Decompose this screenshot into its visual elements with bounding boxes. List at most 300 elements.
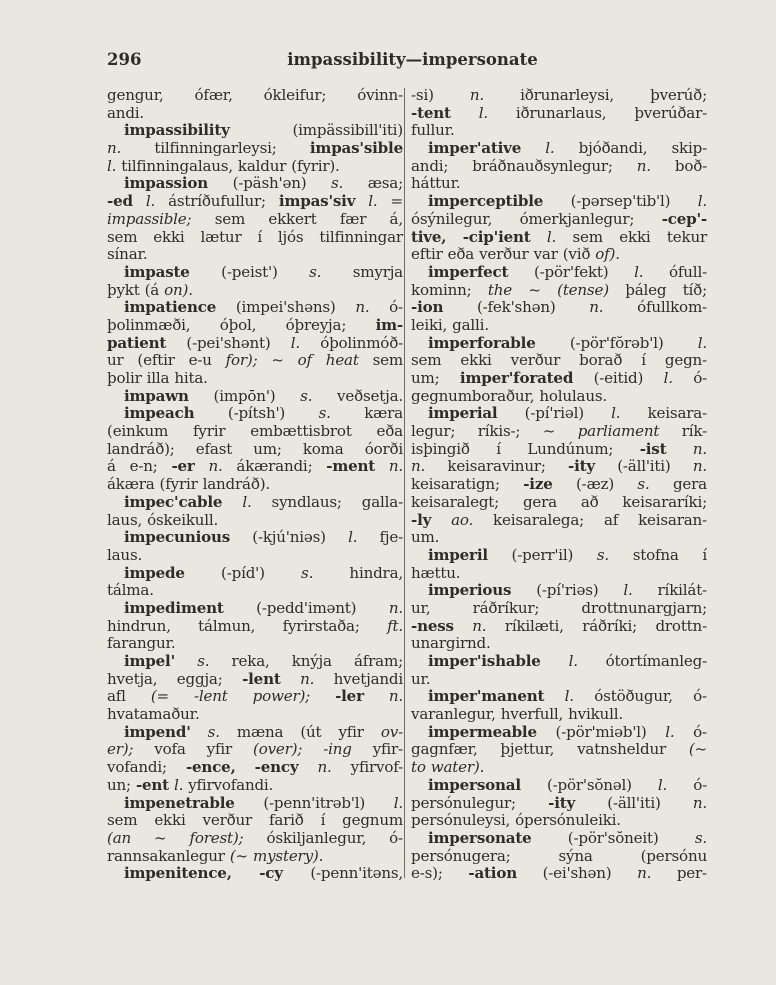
definition-text: gera xyxy=(672,475,707,494)
dictionary-line xyxy=(411,140,707,158)
definition-text: skip- xyxy=(671,139,707,158)
definition-text: ríkilát- xyxy=(657,581,707,600)
word xyxy=(291,158,339,176)
word xyxy=(107,229,137,247)
italic-text: n. xyxy=(692,793,707,812)
definition-text: tíð; xyxy=(682,280,707,299)
definition-text: óstöðugur, xyxy=(594,687,673,706)
word xyxy=(568,458,595,476)
dictionary-line xyxy=(411,264,707,282)
italic-text: l. xyxy=(242,492,252,511)
italic-text: n. xyxy=(589,298,604,317)
word xyxy=(107,87,164,105)
word xyxy=(634,105,707,123)
definition-text: (-perr'il) xyxy=(511,545,574,564)
definition-text: (-pör'fekt) xyxy=(533,262,609,281)
word xyxy=(411,741,478,759)
word xyxy=(137,352,174,370)
dictionary-line xyxy=(107,635,403,653)
word xyxy=(221,565,265,583)
definition-text: ópersónuleiki. xyxy=(515,811,621,830)
word xyxy=(121,158,233,176)
word xyxy=(124,565,185,583)
word xyxy=(411,671,430,689)
word xyxy=(411,317,447,335)
headword-text: -ment xyxy=(326,457,376,476)
definition-text: æsa; xyxy=(367,174,403,193)
definition-text: -si) xyxy=(411,86,434,104)
word xyxy=(107,441,175,459)
definition-text: (-pör'miəb'l) xyxy=(555,722,647,741)
headword-text: -cep'- xyxy=(661,209,707,228)
italic-text: l. xyxy=(665,722,675,741)
word xyxy=(154,812,185,830)
definition-text: var xyxy=(533,245,558,264)
word xyxy=(693,688,707,706)
word xyxy=(664,370,673,388)
word xyxy=(625,282,666,300)
word xyxy=(164,282,193,300)
italic-text: l. xyxy=(546,227,557,246)
dictionary-line xyxy=(107,759,403,777)
italic-text: -lent xyxy=(194,687,228,706)
definition-text: tekur xyxy=(666,227,707,246)
word xyxy=(154,830,166,848)
word xyxy=(523,494,557,512)
word xyxy=(536,582,598,600)
word xyxy=(447,458,545,476)
headword-text: impassibility xyxy=(124,121,230,140)
dictionary-line xyxy=(107,370,403,388)
word xyxy=(428,264,508,282)
dictionary-line xyxy=(107,211,403,229)
italic-text: n. xyxy=(388,598,403,617)
italic-text: l. xyxy=(634,262,644,281)
definition-text: keisaralega; xyxy=(493,510,585,529)
dictionary-line xyxy=(107,547,403,565)
word xyxy=(428,653,541,671)
word xyxy=(641,352,646,370)
italic-text: l. xyxy=(657,775,668,794)
italic-text: ~ xyxy=(154,828,167,847)
italic-text: n. xyxy=(692,439,707,458)
word xyxy=(381,724,403,742)
word xyxy=(543,423,555,441)
word xyxy=(300,724,321,742)
word xyxy=(452,317,489,335)
italic-text: ao. xyxy=(451,510,474,529)
word xyxy=(428,582,511,600)
word xyxy=(107,830,131,848)
word xyxy=(259,865,283,883)
word xyxy=(373,352,403,370)
italic-text: l. xyxy=(393,793,403,812)
word xyxy=(667,229,707,247)
word xyxy=(189,352,212,370)
definition-text: tilfinningalaus, xyxy=(121,156,233,175)
definition-text: hvikull. xyxy=(568,705,623,724)
word xyxy=(634,264,643,282)
word xyxy=(107,458,116,476)
definition-text: yfirvofandi. xyxy=(188,775,274,794)
definition-text: ó- xyxy=(693,687,707,706)
word xyxy=(428,777,521,795)
definition-text: yfir xyxy=(338,722,364,741)
definition-text: ó- xyxy=(693,722,707,741)
word xyxy=(683,282,707,300)
definition-text: ófull- xyxy=(669,262,707,281)
word xyxy=(124,724,191,742)
definition-text: (einkum xyxy=(107,422,169,441)
word xyxy=(334,671,403,689)
word xyxy=(186,335,270,353)
definition-text: hindra, xyxy=(349,563,403,582)
italic-text: l. xyxy=(697,333,707,352)
word xyxy=(214,388,276,406)
word xyxy=(230,848,248,866)
definition-text: veðsetja. xyxy=(337,386,403,405)
definition-text: (-ei'shən) xyxy=(542,864,612,883)
definition-text: (impässibill'iti) xyxy=(292,121,403,140)
word xyxy=(539,388,607,406)
dictionary-line xyxy=(411,848,707,866)
headword-text: -ist xyxy=(639,439,667,458)
definition-text: unargirnd. xyxy=(411,634,491,653)
definition-text: eftir xyxy=(411,245,443,264)
word xyxy=(364,405,403,423)
word xyxy=(460,370,573,388)
word xyxy=(107,158,116,176)
word xyxy=(581,494,599,512)
page-number: 296 xyxy=(107,50,142,69)
word xyxy=(174,777,183,795)
dictionary-line xyxy=(411,87,707,105)
word xyxy=(124,494,222,512)
word xyxy=(527,441,613,459)
word xyxy=(221,264,277,282)
word xyxy=(488,282,512,300)
word xyxy=(228,405,285,423)
definition-text: persónuleysi, xyxy=(411,811,511,830)
italic-text: er); xyxy=(107,740,134,759)
word xyxy=(389,600,403,618)
definition-text: háttur. xyxy=(411,174,461,193)
word xyxy=(389,688,403,706)
definition-text: á xyxy=(107,457,116,476)
definition-text: gegn- xyxy=(664,351,707,370)
definition-text: Lundúnum; xyxy=(527,439,614,458)
definition-text: (-pör'fŏrəb'l) xyxy=(569,333,664,352)
word xyxy=(348,529,357,547)
word xyxy=(579,352,622,370)
word xyxy=(107,140,121,158)
word xyxy=(107,741,133,759)
word xyxy=(238,158,286,176)
word xyxy=(573,229,603,247)
definition-text: per- xyxy=(676,864,707,883)
italic-text: l. xyxy=(368,192,378,211)
definition-text: kæra xyxy=(364,404,403,423)
definition-text: áfram; xyxy=(353,652,403,670)
definition-text: holulaus. xyxy=(539,386,607,405)
word xyxy=(337,388,403,406)
definition-text: gegnumboraður, xyxy=(411,386,535,405)
definition-text: ríkis-; xyxy=(477,422,521,441)
dictionary-line xyxy=(411,653,707,671)
word xyxy=(556,724,647,742)
word xyxy=(693,724,707,742)
definition-text: (-fek'shən) xyxy=(476,298,556,317)
word xyxy=(232,653,270,671)
word xyxy=(107,352,124,370)
headword-text: tive, xyxy=(411,227,447,246)
definition-text: laus. xyxy=(107,545,143,564)
word xyxy=(607,795,660,813)
definition-text: keisararíki; xyxy=(622,492,707,511)
word xyxy=(501,706,563,724)
word xyxy=(291,335,300,353)
dictionary-line xyxy=(107,671,403,689)
dictionary-line xyxy=(411,795,707,813)
definition-text: bjóðandi, xyxy=(578,139,648,158)
word xyxy=(637,158,651,176)
italic-text: n. xyxy=(411,457,426,476)
word xyxy=(124,175,208,193)
italic-text: l. xyxy=(564,687,574,706)
definition-text: sem xyxy=(372,351,403,370)
word xyxy=(411,458,425,476)
word xyxy=(568,706,623,724)
definition-text: leiki, xyxy=(411,315,448,334)
word xyxy=(253,848,323,866)
word xyxy=(266,830,366,848)
definition-text: eða xyxy=(376,422,403,441)
definition-text: tálmun, xyxy=(198,616,256,635)
definition-text: keisaran- xyxy=(638,510,707,529)
definition-text: ekki xyxy=(619,227,651,246)
word xyxy=(215,211,245,229)
word xyxy=(451,512,473,530)
dictionary-line xyxy=(411,193,707,211)
italic-text: for); xyxy=(225,351,258,370)
word xyxy=(310,865,403,883)
word xyxy=(411,246,443,264)
dictionary-line xyxy=(107,441,403,459)
word xyxy=(177,671,223,689)
word xyxy=(637,865,651,883)
word xyxy=(107,512,142,530)
headword-text: -ation xyxy=(468,864,517,883)
word xyxy=(373,741,403,759)
word xyxy=(354,653,403,671)
word xyxy=(242,494,251,512)
headword-text: -ly xyxy=(411,510,432,529)
definition-text: (-penn'itəns, xyxy=(310,864,403,883)
word xyxy=(208,724,220,742)
italic-text: ov- xyxy=(380,722,403,741)
definition-text: hita. xyxy=(174,369,208,387)
word xyxy=(516,105,606,123)
definition-text: verður xyxy=(510,351,561,370)
italic-text: n. xyxy=(469,86,485,104)
definition-text: ríkilæti, xyxy=(504,616,564,635)
italic-text: impassible; xyxy=(107,209,192,228)
headword-text: imperceptible xyxy=(428,192,544,211)
italic-text: (~ xyxy=(229,846,248,865)
italic-text: s. xyxy=(207,722,220,741)
headword-text: imper'forated xyxy=(459,369,574,387)
word xyxy=(357,87,403,105)
word xyxy=(233,175,307,193)
definition-text: óvinn- xyxy=(357,86,403,104)
definition-text: af xyxy=(603,510,619,529)
italic-text: l. xyxy=(348,528,358,547)
definition-text: keisara- xyxy=(647,404,707,423)
definition-text: þolir xyxy=(107,369,142,387)
italic-text: n. xyxy=(388,457,403,476)
definition-text: vofa xyxy=(154,740,186,759)
headword-text: impede xyxy=(124,563,185,582)
definition-text: ó- xyxy=(389,828,403,847)
word xyxy=(594,688,673,706)
word xyxy=(428,547,488,565)
word xyxy=(640,441,667,459)
word xyxy=(411,706,496,724)
dictionary-line xyxy=(107,476,403,494)
word xyxy=(351,759,403,777)
definition-text: sem xyxy=(214,209,246,228)
italic-text: s. xyxy=(197,652,210,670)
word xyxy=(411,175,461,193)
word xyxy=(326,352,359,370)
definition-text: (-píd') xyxy=(221,563,265,582)
dictionary-line xyxy=(107,229,403,247)
word xyxy=(107,706,200,724)
word xyxy=(496,441,501,459)
dictionary-line xyxy=(107,812,403,830)
word xyxy=(124,865,232,883)
definition-text: þáleg xyxy=(625,280,667,299)
definition-text: e-u xyxy=(188,351,212,370)
word xyxy=(279,193,355,211)
word xyxy=(318,759,332,777)
dictionary-line xyxy=(411,476,707,494)
definition-text: tilfinningar xyxy=(319,227,403,246)
dictionary-line xyxy=(411,724,707,742)
word xyxy=(411,812,510,830)
dictionary-line xyxy=(107,299,403,317)
word xyxy=(648,405,707,423)
dictionary-line xyxy=(107,865,403,883)
word xyxy=(619,229,650,247)
word xyxy=(107,335,166,353)
word xyxy=(577,741,666,759)
definition-text: (-pedd'imənt) xyxy=(256,598,357,617)
definition-text: landráð); xyxy=(107,439,175,458)
word xyxy=(411,423,455,441)
word xyxy=(411,494,499,512)
definition-text: smyrja xyxy=(352,262,403,281)
dictionary-line xyxy=(411,282,707,300)
word xyxy=(220,317,256,335)
definition-text: fyrirstaða; xyxy=(282,616,360,635)
word xyxy=(236,299,336,317)
definition-text: sínar. xyxy=(107,245,148,264)
word xyxy=(672,140,707,158)
definition-text: laus, xyxy=(107,510,143,529)
italic-text: s. xyxy=(318,404,331,423)
word xyxy=(136,777,169,795)
word xyxy=(394,795,403,813)
dictionary-line xyxy=(107,264,403,282)
word xyxy=(595,246,620,264)
word xyxy=(662,211,707,229)
definition-text: tilfinningarleysi; xyxy=(154,139,277,158)
dictionary-line xyxy=(411,229,707,247)
definition-text: keisaratign; xyxy=(411,475,500,494)
word xyxy=(500,741,554,759)
word xyxy=(319,405,331,423)
word xyxy=(107,476,155,494)
column-left xyxy=(107,87,403,883)
word xyxy=(195,87,233,105)
italic-text: s. xyxy=(637,475,650,494)
word xyxy=(411,529,439,547)
headword-text: imperil xyxy=(428,545,488,564)
definition-text: galli. xyxy=(452,315,489,334)
definition-text: (-pí'riəs) xyxy=(536,581,599,600)
word xyxy=(368,193,377,211)
word xyxy=(411,600,430,618)
word xyxy=(389,299,403,317)
definition-text: kaldur xyxy=(237,156,287,175)
word xyxy=(255,759,299,777)
word xyxy=(534,264,609,282)
word xyxy=(597,547,609,565)
word xyxy=(124,299,216,317)
dictionary-line xyxy=(411,547,707,565)
word xyxy=(264,87,327,105)
definition-text: iðrunarlaus, xyxy=(515,103,607,122)
definition-text: hvatamaður. xyxy=(107,705,200,724)
dictionary-line xyxy=(107,706,403,724)
dictionary-line xyxy=(411,388,707,406)
word xyxy=(512,547,574,565)
word xyxy=(107,547,142,565)
definition-text: hvetja, xyxy=(107,669,158,688)
definition-text: í xyxy=(496,439,501,458)
word xyxy=(253,741,302,759)
word xyxy=(557,282,609,300)
word xyxy=(623,582,632,600)
definition-text: (-pərsep'tib'l) xyxy=(570,192,671,211)
definition-text: ~ xyxy=(271,351,284,370)
word xyxy=(174,370,207,388)
definition-text: þolinmæði, xyxy=(107,315,191,334)
word xyxy=(256,600,356,618)
italic-text: the xyxy=(487,280,512,299)
definition-text: embættisbrot xyxy=(250,422,352,441)
word xyxy=(107,777,131,795)
definition-text: (við xyxy=(562,245,591,264)
definition-text: óþreyja; xyxy=(285,315,347,334)
word xyxy=(411,211,492,229)
word xyxy=(545,140,554,158)
word xyxy=(269,812,304,830)
definition-text: landráð). xyxy=(202,475,271,494)
headword-text: -ent xyxy=(135,775,169,794)
word xyxy=(411,512,431,530)
